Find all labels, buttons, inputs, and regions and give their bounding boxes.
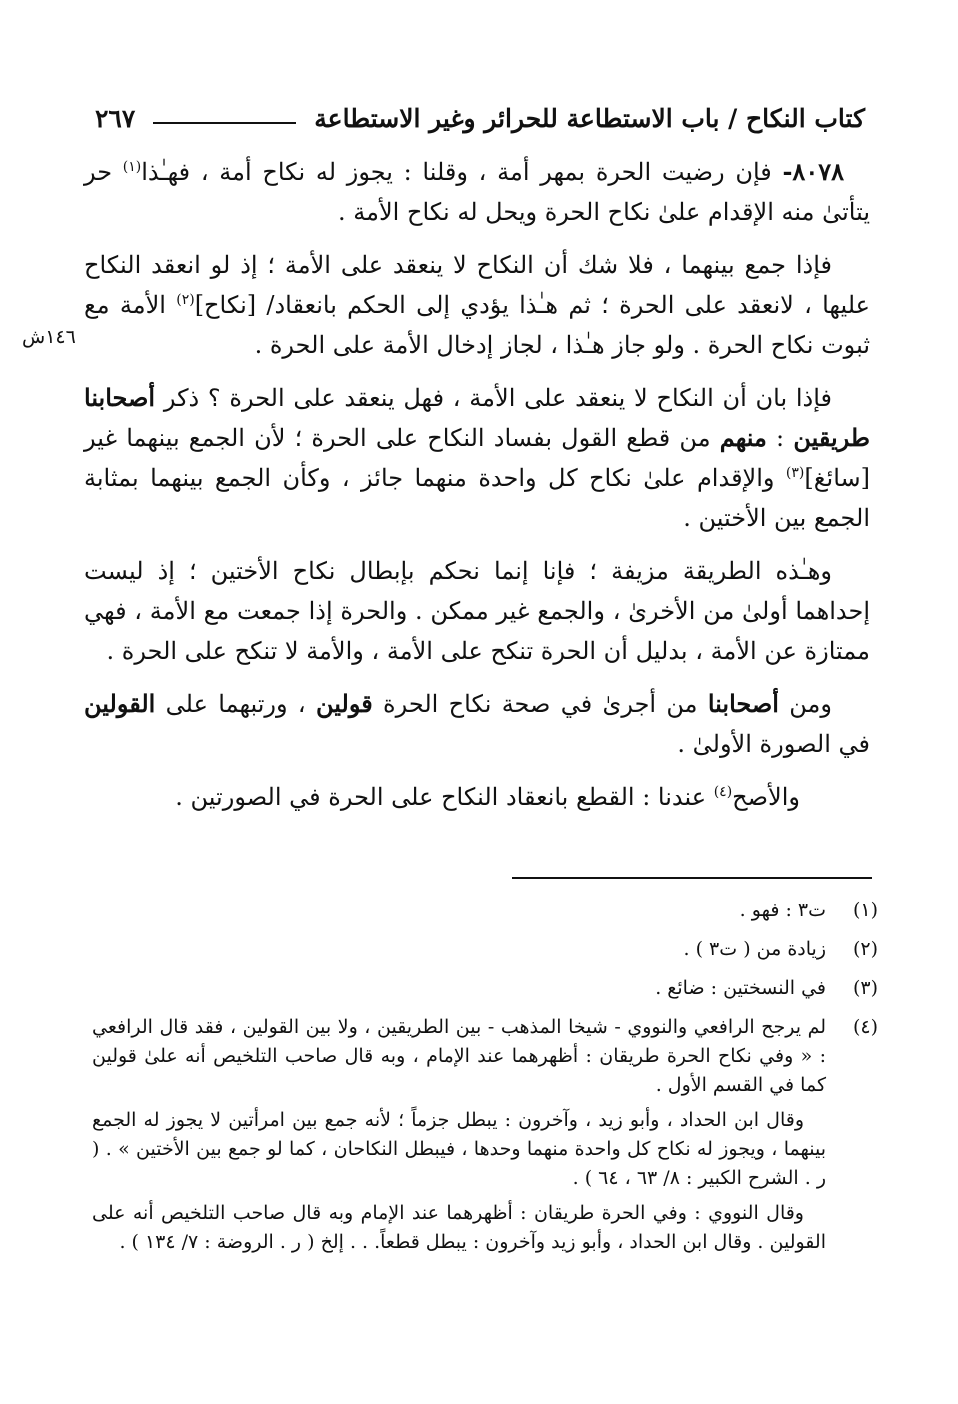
paragraph-text: والإقدام علىٰ نكاح كل واحدة منهما جائز ، وكأن الجمع بينهما بمثابة الجمع بين الأختين . <box>84 464 870 532</box>
footnote-number: (٢) <box>852 938 878 960</box>
paragraph <box>84 684 870 764</box>
paragraph-text: في الصورة الأولىٰ . <box>677 730 870 758</box>
footnote-text: ت٣ : فهو . <box>739 899 826 921</box>
page-number: ٢٦٧ <box>95 103 136 133</box>
paragraph: وهـٰذه الطريقة مزيفة ؛ فإنا إنما نحكم بإبطال نكاح الأختين ؛ إذ ليست إحداهما أولىٰ من الأخرىٰ ، والجمع غير ممكن . والحرة إذا جمعت مع الأمة ، فهي ممتازة عن الأمة ، بدليل أن الحرة تنكح على الأمة ، والأمة لا تنكح على الحرة . <box>84 557 870 665</box>
paragraph-text: ، ورتبهما على <box>155 690 316 718</box>
footnote-ref-1: (١) <box>122 159 142 175</box>
footnote-text: وقال النووي : وفي الحرة طريقان : أظهرهما عند الإمام وبه قال صاحب التلخيص أنه على القولين . وقال ابن الحداد ، وأبو زيد وآخرون : يبطل قطعاً. . . إلخ ( ر . الروضة : ٧/ ١٣٤ ) . <box>92 1202 826 1253</box>
bold-term: القولين <box>84 689 156 718</box>
footnote-ref-2: (٢) <box>176 292 195 308</box>
paragraph-number: ٨٠٧٨- <box>782 157 844 186</box>
footnote-number: (٣) <box>852 977 878 999</box>
footnote <box>92 935 878 970</box>
bold-term: أصحابنا <box>707 689 779 718</box>
paragraph-text: من أجرىٰ في صحة نكاح الحرة <box>372 690 708 718</box>
footnote <box>92 896 878 931</box>
footnotes <box>92 896 878 1267</box>
paragraph-text: الأمة مع ثبوت نكاح الحرة . ولو جاز هـٰذا ، لجاز إدخال الأمة على الحرة . <box>84 291 870 359</box>
main-text <box>84 152 870 830</box>
paragraph-text: فإذا بان أن النكاح لا ينعقد على الأمة ، فهل ينعقد على الحرة ؟ ذكر <box>155 384 832 412</box>
footnote-number: (١) <box>852 899 878 921</box>
footnote <box>92 1013 878 1263</box>
footnote-ref-3: (٣) <box>785 465 805 481</box>
paragraph-text: عندنا : القطع بانعقاد النكاح على الحرة في الصورتين . <box>175 783 714 811</box>
paragraph-text: حر يتأتىٰ منه الإقدام علىٰ نكاح الحرة ويحل له نكاح الأمة . <box>84 158 870 226</box>
paragraph-8078 <box>84 152 870 232</box>
paragraph-text: فإذا جمع بينهما ، فلا شك أن النكاح لا ينعقد على الأمة ؛ إذ لو انعقد النكاح عليها ، لانعقد على الحرة ؛ ثم هـٰذا يؤدي إلى الحكم بانعقاد/ [نكاح] <box>84 251 871 319</box>
paragraph-text: فإن رضيت الحرة بمهر أمة ، وقلنا : يجوز له نكاح أمة ، فهـٰذا <box>141 158 783 186</box>
paragraph-text: من قطع القول بفساد النكاح على الحرة ؛ لأن الجمع بينهما غير [سائغ] <box>84 424 870 492</box>
paragraph <box>84 245 870 365</box>
bold-term: أصحابنا طريقين <box>84 383 871 452</box>
bold-term: قولين <box>316 689 373 718</box>
header-rule <box>153 122 296 124</box>
footnote-ref-4: (٤) <box>713 784 733 800</box>
manuscript-folio-note: ١٤٦ش <box>22 326 76 348</box>
footnote-text: لم يرجح الرافعي والنووي - شيخا المذهب - بين الطريقين ، ولا بين القولين ، فقد قال الرافعي : « وفي نكاح الحرة طريقان : أظهرهما عند الإمام ، وبه قال صاحب التلخيص أنه علىٰ قولين كما في القسم الأول . <box>92 1016 826 1096</box>
paragraph-text: : <box>766 424 794 452</box>
paragraph-text: ومن <box>778 690 832 718</box>
footnote-text: في النسختين : ضائع . <box>655 977 826 999</box>
bold-term: منهم <box>719 423 767 452</box>
paragraph <box>84 777 870 817</box>
running-header <box>95 96 865 140</box>
footnote-text: زيادة من ( ت٣ ) . <box>683 938 826 960</box>
paragraph-text: والأصح <box>732 783 800 811</box>
paragraph <box>84 378 870 538</box>
chapter-title: كتاب النكاح / باب الاستطاعة للحرائر وغير الاستطاعة <box>314 103 865 133</box>
footnote <box>92 974 878 1009</box>
footnote-number: (٤) <box>852 1016 878 1038</box>
footnote-text: وقال ابن الحداد ، وأبو زيد ، وآخرون : يبطل جزماً ؛ لأنه جمع بين امرأتين لا يجوز له الجمع بينهما ، ويجوز له نكاح كل واحدة منهما وحدها ، فيبطل النكاحان ، كما لو جمع بين الأختين » . ( ر . الشرح الكبير : ٨/ ٦٣ ، ٦٤ ) . <box>92 1109 826 1189</box>
footnote-separator <box>512 877 872 879</box>
